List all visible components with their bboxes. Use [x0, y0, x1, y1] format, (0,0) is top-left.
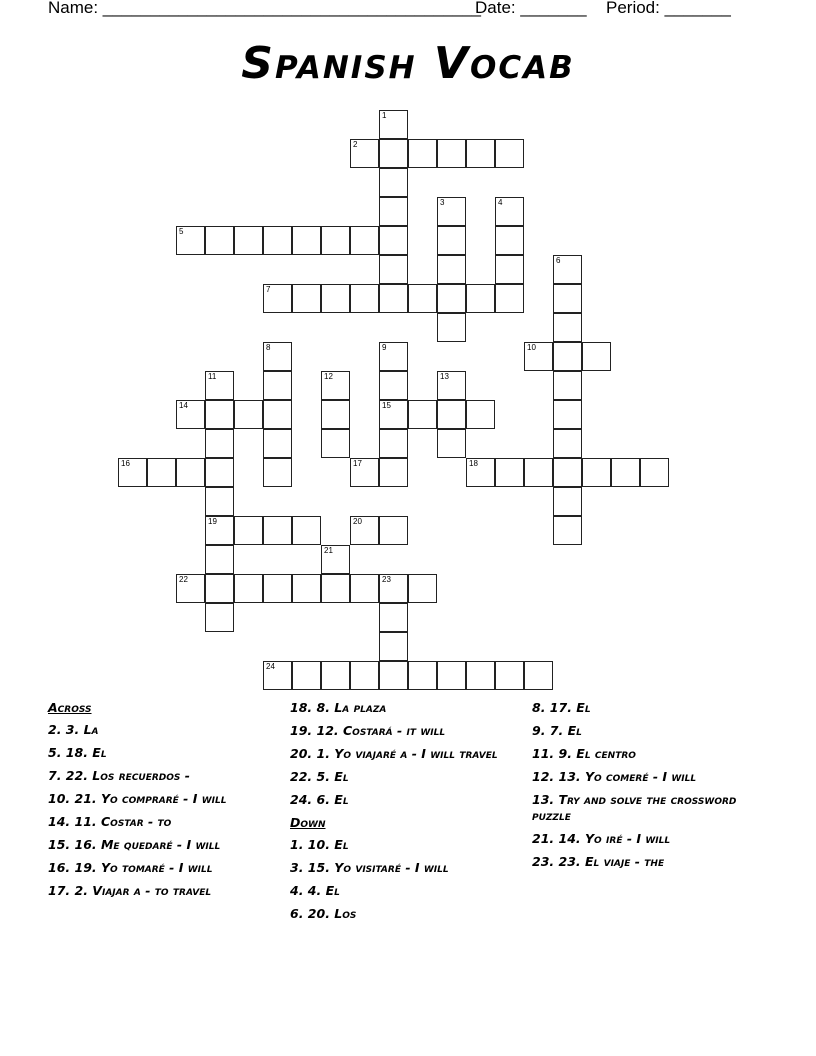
- grid-cell[interactable]: [176, 574, 205, 603]
- grid-cell[interactable]: [263, 400, 292, 429]
- grid-cell[interactable]: [495, 661, 524, 690]
- clue-item: 21. 14. Yo iré - I will: [532, 831, 671, 846]
- clues-section: [48, 700, 788, 960]
- grid-cell[interactable]: [350, 139, 379, 168]
- clue-item: 10. 21. Yo compraré - I will: [48, 791, 227, 806]
- clue-number: 16: [121, 459, 130, 468]
- grid-cell[interactable]: [350, 458, 379, 487]
- clue-item: 18. 8. La plaza: [290, 700, 387, 715]
- across-heading: Across: [48, 700, 92, 715]
- clue-number: 8: [266, 343, 271, 352]
- grid-cell[interactable]: [321, 661, 350, 690]
- grid-cell[interactable]: [553, 313, 582, 342]
- clues-column-1: [48, 700, 280, 906]
- grid-cell[interactable]: [379, 603, 408, 632]
- clue-number: 1: [382, 111, 387, 120]
- grid-cell[interactable]: [234, 574, 263, 603]
- grid-cell[interactable]: [176, 458, 205, 487]
- grid-cell[interactable]: [292, 661, 321, 690]
- grid-cell[interactable]: [495, 197, 524, 226]
- grid-cell[interactable]: [176, 400, 205, 429]
- grid-cell[interactable]: [379, 661, 408, 690]
- grid-cell[interactable]: [553, 342, 582, 371]
- clue-item: 6. 20. Los: [290, 906, 357, 921]
- grid-cell[interactable]: [292, 226, 321, 255]
- grid-cell[interactable]: [350, 661, 379, 690]
- grid-cell[interactable]: [292, 284, 321, 313]
- grid-cell[interactable]: [466, 400, 495, 429]
- period-field[interactable]: Period: _______: [606, 0, 731, 17]
- grid-cell[interactable]: [437, 139, 466, 168]
- grid-cell[interactable]: [437, 429, 466, 458]
- grid-cell[interactable]: [582, 458, 611, 487]
- grid-cell[interactable]: [379, 168, 408, 197]
- clues-column-3: [532, 700, 764, 877]
- grid-cell[interactable]: [466, 284, 495, 313]
- grid-cell[interactable]: [466, 661, 495, 690]
- grid-cell[interactable]: [408, 139, 437, 168]
- grid-cell[interactable]: [408, 400, 437, 429]
- clue-number: 5: [179, 227, 184, 236]
- grid-cell[interactable]: [553, 284, 582, 313]
- grid-cell[interactable]: [176, 226, 205, 255]
- grid-cell[interactable]: [408, 284, 437, 313]
- grid-cell[interactable]: [263, 458, 292, 487]
- clue-item: 2. 3. La: [48, 722, 99, 737]
- grid-cell[interactable]: [321, 371, 350, 400]
- clue-item: 9. 7. El: [532, 723, 582, 738]
- down-heading: Down: [290, 815, 326, 830]
- grid-cell[interactable]: [553, 487, 582, 516]
- grid-cell[interactable]: [408, 574, 437, 603]
- grid-cell[interactable]: [350, 284, 379, 313]
- clue-number: 22: [179, 575, 188, 584]
- grid-cell[interactable]: [379, 197, 408, 226]
- clue-number: 13: [440, 372, 449, 381]
- clue-number: 14: [179, 401, 188, 410]
- grid-cell[interactable]: [437, 661, 466, 690]
- grid-cell[interactable]: [205, 574, 234, 603]
- grid-cell[interactable]: [350, 516, 379, 545]
- page-title: Spanish Vocab: [241, 38, 575, 89]
- grid-cell[interactable]: [437, 226, 466, 255]
- clue-number: 11: [208, 372, 217, 381]
- grid-cell[interactable]: [321, 226, 350, 255]
- grid-cell[interactable]: [495, 458, 524, 487]
- grid-cell[interactable]: [321, 545, 350, 574]
- grid-cell[interactable]: [321, 574, 350, 603]
- clue-item: 4. 4. El: [290, 883, 340, 898]
- clue-number: 9: [382, 343, 387, 352]
- grid-cell[interactable]: [553, 458, 582, 487]
- grid-cell[interactable]: [205, 458, 234, 487]
- clue-number: 7: [266, 285, 271, 294]
- grid-cell[interactable]: [321, 284, 350, 313]
- clue-item: 13. Try and solve the crossword puzzle: [532, 792, 737, 823]
- clue-number: 6: [556, 256, 561, 265]
- grid-cell[interactable]: [553, 371, 582, 400]
- clue-number: 20: [353, 517, 362, 526]
- grid-cell[interactable]: [379, 342, 408, 371]
- grid-cell[interactable]: [466, 458, 495, 487]
- clue-item: 22. 5. El: [290, 769, 349, 784]
- grid-cell[interactable]: [437, 197, 466, 226]
- grid-cell[interactable]: [205, 400, 234, 429]
- clue-item: 8. 17. El: [532, 700, 591, 715]
- clue-number: 12: [324, 372, 333, 381]
- grid-cell[interactable]: [582, 342, 611, 371]
- grid-cell[interactable]: [118, 458, 147, 487]
- grid-cell[interactable]: [321, 429, 350, 458]
- grid-cell[interactable]: [147, 458, 176, 487]
- grid-cell[interactable]: [495, 255, 524, 284]
- clue-item: 1. 10. El: [290, 837, 349, 852]
- clue-number: 3: [440, 198, 445, 207]
- grid-cell[interactable]: [553, 255, 582, 284]
- clue-item: 5. 18. El: [48, 745, 107, 760]
- grid-cell[interactable]: [350, 226, 379, 255]
- grid-cell[interactable]: [205, 516, 234, 545]
- clue-item: 7. 22. Los recuerdos -: [48, 768, 190, 783]
- clue-item: 14. 11. Costar - to: [48, 814, 172, 829]
- grid-cell[interactable]: [379, 284, 408, 313]
- clue-item: 12. 13. Yo comeré - I will: [532, 769, 697, 784]
- grid-cell[interactable]: [379, 371, 408, 400]
- grid-cell[interactable]: [234, 226, 263, 255]
- grid-cell[interactable]: [263, 284, 292, 313]
- grid-cell[interactable]: [408, 661, 437, 690]
- clue-item: 19. 12. Costará - it will: [290, 723, 446, 738]
- name-field[interactable]: Name: ________________________________________: [48, 0, 481, 17]
- clue-item: 3. 15. Yo visitaré - I will: [290, 860, 449, 875]
- grid-cell[interactable]: [524, 458, 553, 487]
- grid-cell[interactable]: [379, 632, 408, 661]
- grid-cell[interactable]: [292, 574, 321, 603]
- clue-number: 10: [527, 343, 536, 352]
- grid-cell[interactable]: [495, 139, 524, 168]
- grid-cell[interactable]: [263, 342, 292, 371]
- grid-cell[interactable]: [234, 400, 263, 429]
- grid-cell[interactable]: [495, 284, 524, 313]
- grid-cell[interactable]: [437, 371, 466, 400]
- grid-cell[interactable]: [263, 516, 292, 545]
- grid-cell[interactable]: [205, 603, 234, 632]
- grid-cell[interactable]: [263, 574, 292, 603]
- grid-cell[interactable]: [379, 255, 408, 284]
- grid-cell[interactable]: [379, 400, 408, 429]
- grid-cell[interactable]: [379, 574, 408, 603]
- clue-number: 15: [382, 401, 391, 410]
- grid-cell[interactable]: [466, 139, 495, 168]
- clue-number: 24: [266, 662, 275, 671]
- grid-cell[interactable]: [234, 516, 263, 545]
- grid-cell[interactable]: [437, 255, 466, 284]
- grid-cell[interactable]: [524, 661, 553, 690]
- grid-cell[interactable]: [205, 371, 234, 400]
- grid-cell[interactable]: [495, 226, 524, 255]
- clue-number: 2: [353, 140, 358, 149]
- grid-cell[interactable]: [379, 139, 408, 168]
- grid-cell[interactable]: [350, 574, 379, 603]
- clue-item: 20. 1. Yo viajaré a - I will travel: [290, 746, 498, 761]
- clue-number: 18: [469, 459, 478, 468]
- clues-column-2: [290, 700, 522, 929]
- grid-cell[interactable]: [379, 110, 408, 139]
- grid-cell[interactable]: [263, 661, 292, 690]
- grid-cell[interactable]: [379, 429, 408, 458]
- grid-cell[interactable]: [524, 342, 553, 371]
- grid-cell[interactable]: [205, 429, 234, 458]
- clue-item: 17. 2. Viajar a - to travel: [48, 883, 212, 898]
- clue-number: 19: [208, 517, 217, 526]
- clue-number: 23: [382, 575, 391, 584]
- grid-cell[interactable]: [263, 429, 292, 458]
- grid-cell[interactable]: [611, 458, 640, 487]
- grid-cell[interactable]: [379, 516, 408, 545]
- grid-cell[interactable]: [263, 226, 292, 255]
- grid-cell[interactable]: [379, 458, 408, 487]
- grid-cell[interactable]: [553, 400, 582, 429]
- clue-item: 24. 6. El: [290, 792, 349, 807]
- grid-cell[interactable]: [205, 226, 234, 255]
- grid-cell[interactable]: [321, 400, 350, 429]
- grid-cell[interactable]: [292, 516, 321, 545]
- grid-cell[interactable]: [205, 545, 234, 574]
- grid-cell[interactable]: [437, 400, 466, 429]
- date-field[interactable]: Date: _______: [475, 0, 587, 17]
- clue-item: 11. 9. El centro: [532, 746, 636, 761]
- grid-cell[interactable]: [553, 429, 582, 458]
- clue-number: 17: [353, 459, 362, 468]
- grid-cell[interactable]: [553, 516, 582, 545]
- grid-cell[interactable]: [640, 458, 669, 487]
- clue-number: 21: [324, 546, 333, 555]
- clue-item: 23. 23. El viaje - the: [532, 854, 665, 869]
- grid-cell[interactable]: [379, 226, 408, 255]
- clue-item: 15. 16. Me quedaré - I will: [48, 837, 221, 852]
- clue-number: 4: [498, 198, 503, 207]
- grid-cell[interactable]: [263, 371, 292, 400]
- grid-cell[interactable]: [437, 313, 466, 342]
- grid-cell[interactable]: [205, 487, 234, 516]
- grid-cell[interactable]: [437, 284, 466, 313]
- clue-item: 16. 19. Yo tomaré - I will: [48, 860, 213, 875]
